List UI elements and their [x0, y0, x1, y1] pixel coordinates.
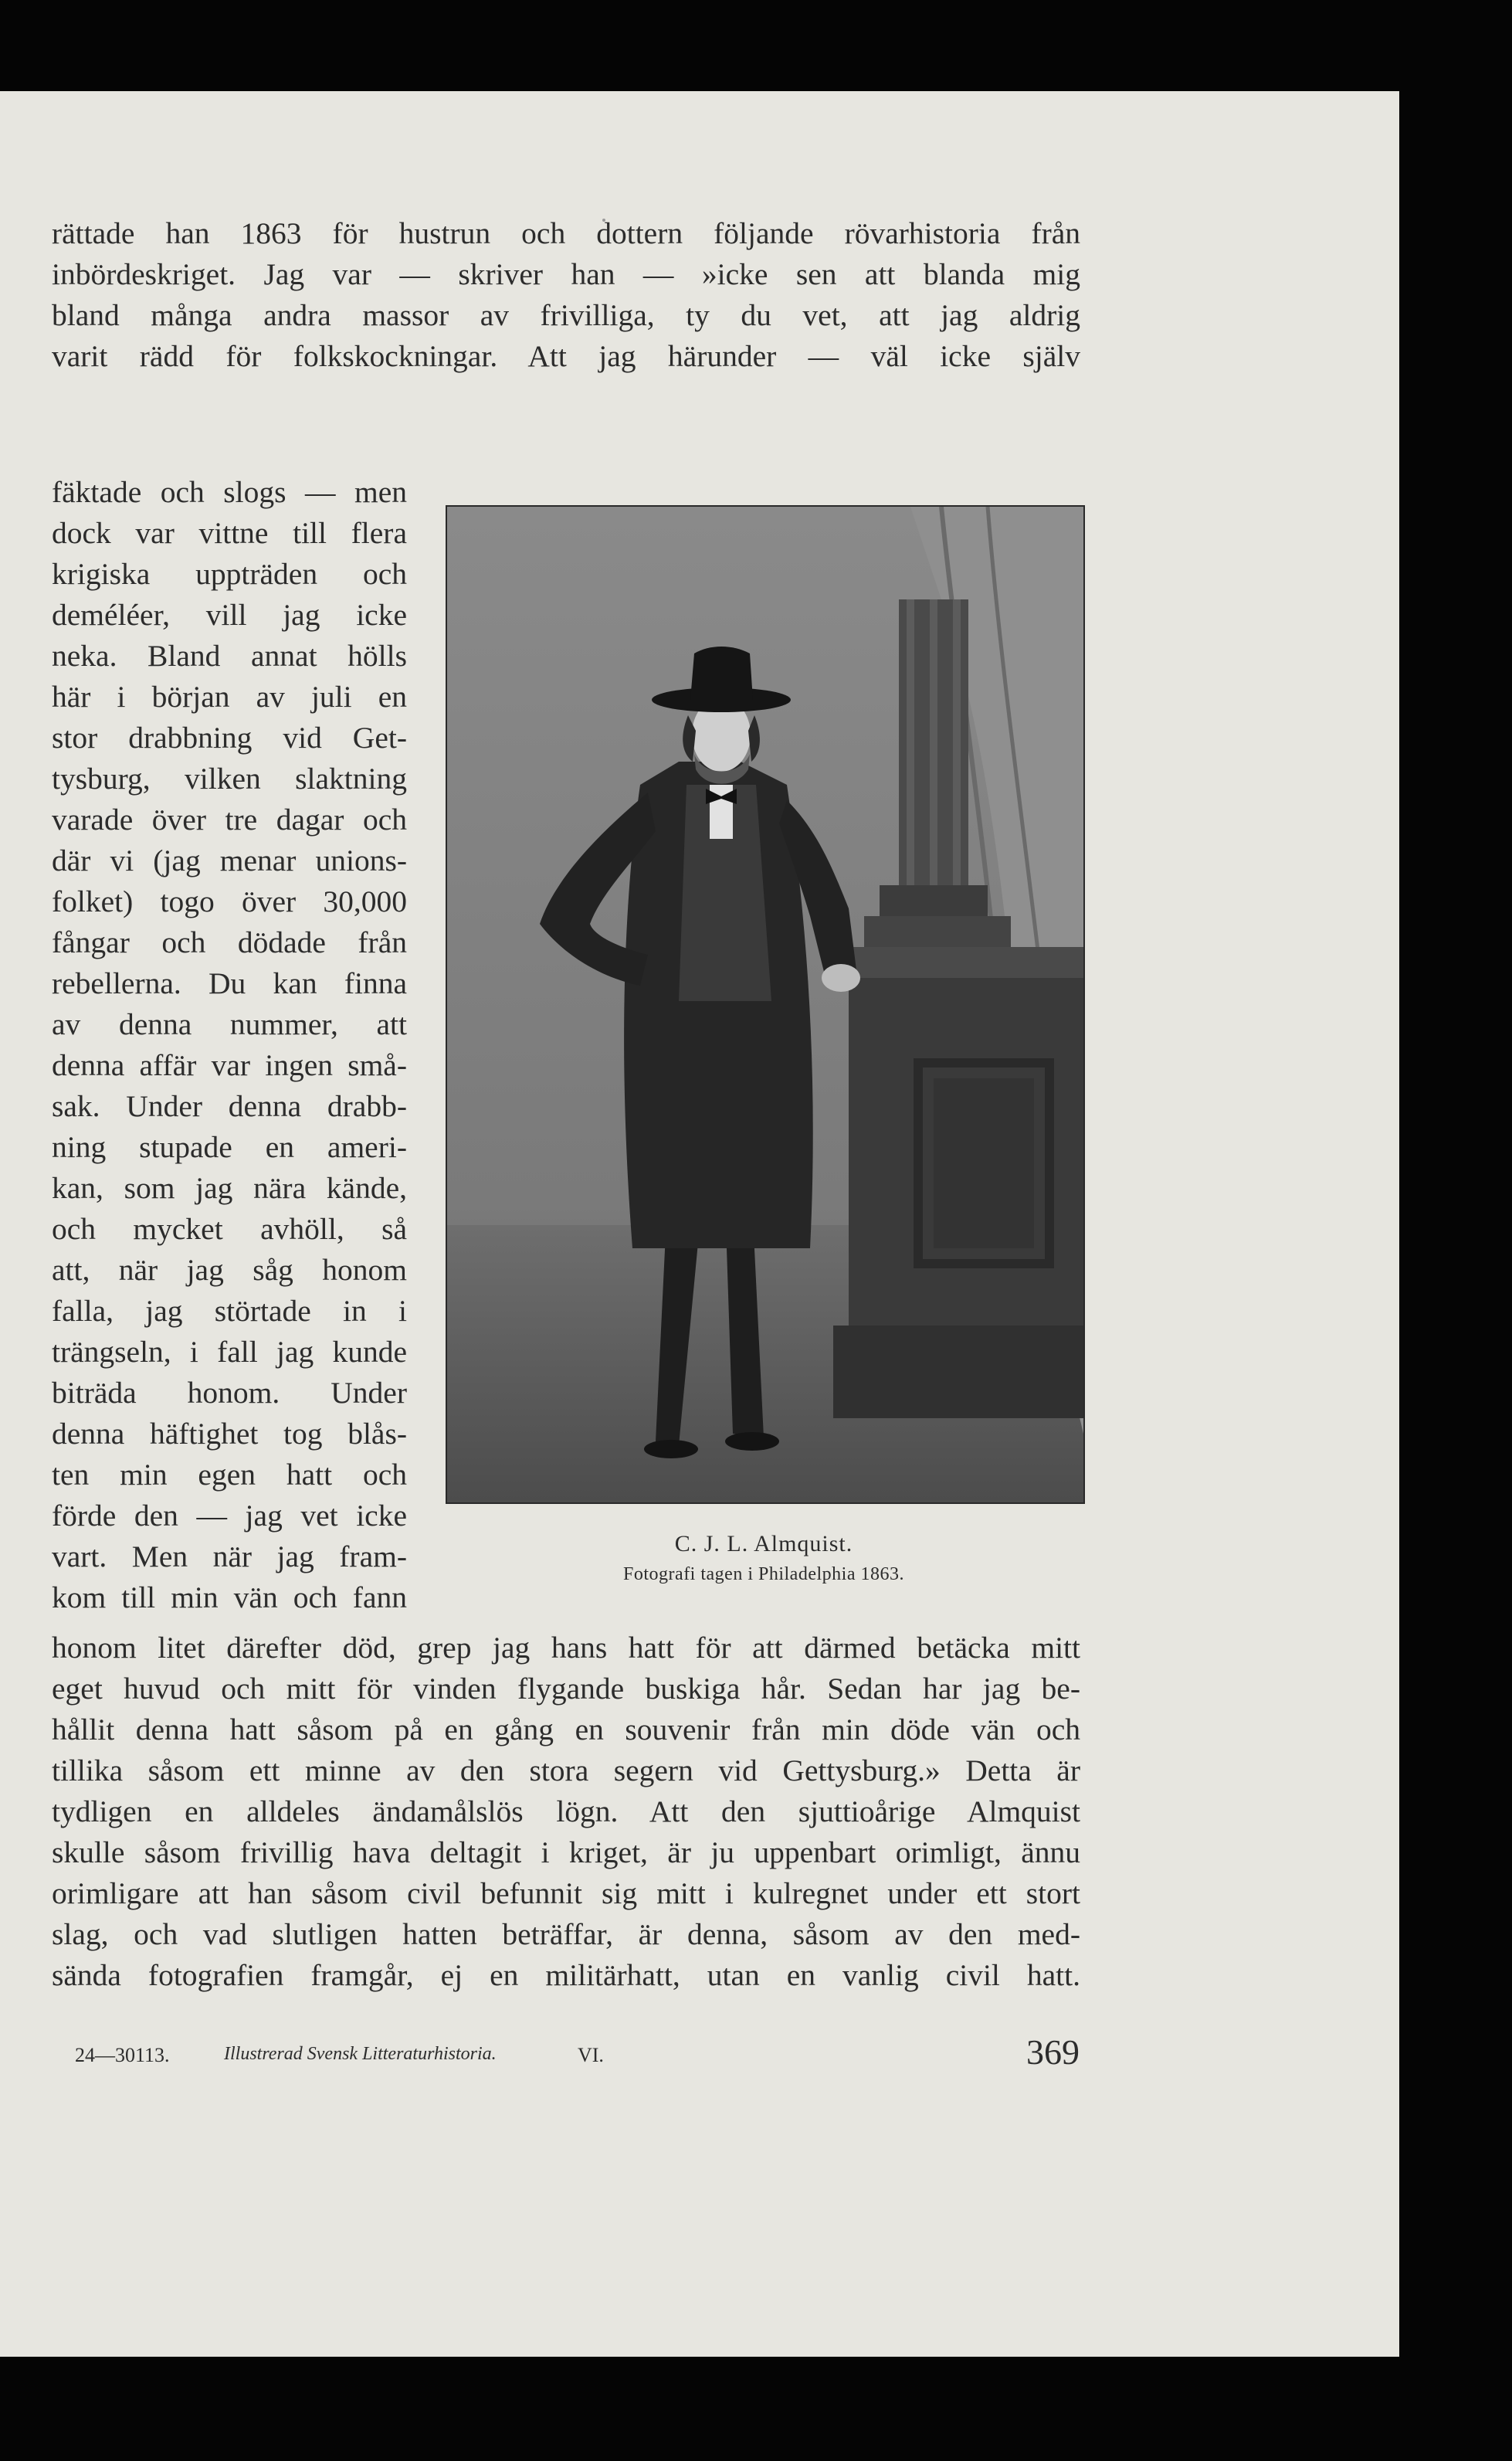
text-line: eget huvud och mitt för vinden flygande buskiga hår. Sedan har jag be- — [52, 1672, 1080, 1706]
text-line: slag, och vad slutligen hatten beträffar, är denna, såsom av den med- — [52, 1917, 1080, 1951]
footer-book-title: Illustrerad Svensk Litteraturhistoria. — [224, 2044, 497, 2064]
body-text-column — [52, 472, 407, 1618]
body-text-top — [52, 213, 1080, 377]
text-line: bland många andra massor av frivilliga, ty du vet, att jag aldrig — [52, 298, 1080, 332]
page-number: 369 — [1026, 2032, 1080, 2072]
text-line: sända fotografien framgår, ej en militärhatt, utan en vanlig civil hatt. — [52, 1958, 1080, 1992]
portrait-photograph — [446, 505, 1085, 1504]
text-line: trängseln, i fall jag kunde — [52, 1335, 407, 1369]
text-line: fångar och dödade från — [52, 925, 407, 959]
footer-signature: 24—30113. — [75, 2044, 170, 2066]
text-line: honom litet därefter död, grep jag hans hatt för att därmed betäcka mitt — [52, 1631, 1080, 1665]
text-line: denna häftighet tog blås- — [52, 1417, 407, 1451]
text-line: krigiska uppträden och — [52, 557, 407, 591]
photo-caption-name: C. J. L. Almquist. — [674, 1531, 853, 1556]
photo-caption-subtitle: Fotografi tagen i Philadelphia 1863. — [623, 1564, 904, 1584]
text-line: rebellerna. Du kan finna — [52, 966, 407, 1000]
text-line: rättade han 1863 för hustrun och dottern följande rövarhistoria från — [52, 216, 1080, 250]
text-line: folket) togo över 30,000 — [52, 884, 407, 918]
text-line: biträda honom. Under — [52, 1376, 407, 1410]
text-line: tillika såsom ett minne av den stora segern vid Gettysburg.» Detta är — [52, 1753, 1080, 1787]
text-line: dock var vittne till flera — [52, 516, 407, 550]
text-line: denna affär var ingen små- — [52, 1048, 407, 1082]
text-line: varit rädd för folkskockningar. Att jag härunder — väl icke själv — [52, 339, 1080, 373]
text-line: där vi (jag menar unions- — [52, 844, 407, 877]
text-line: här i början av juli en — [52, 680, 407, 714]
text-line: neka. Bland annat hölls — [52, 639, 407, 673]
text-line: fäktade och slogs — men — [52, 475, 407, 509]
text-line: av denna nummer, att — [52, 1007, 407, 1041]
text-line: falla, jag störtade in i — [52, 1294, 407, 1328]
text-line: stor drabbning vid Get- — [52, 721, 407, 755]
text-line: förde den — jag vet icke — [52, 1499, 407, 1533]
text-line: tydligen en alldeles ändamålslös lögn. Att den sjuttioårige Almquist — [52, 1794, 1080, 1828]
text-line: kan, som jag nära kände, — [52, 1171, 407, 1205]
text-line: skulle såsom frivillig hava deltagit i kriget, är ju uppenbart orimligt, ännu — [52, 1835, 1080, 1869]
text-line: och mycket avhöll, så — [52, 1212, 407, 1246]
text-line: inbördeskriget. Jag var — skriver han — »icke sen att blanda mig — [52, 257, 1080, 291]
text-line: ning stupade en ameri- — [52, 1130, 407, 1164]
text-line: tysburg, vilken slaktning — [52, 762, 407, 796]
text-line: sak. Under denna drabb- — [52, 1089, 407, 1123]
text-line: varade över tre dagar och — [52, 803, 407, 837]
text-line: deméléer, vill jag icke — [52, 598, 407, 632]
text-line: att, när jag såg honom — [52, 1253, 407, 1287]
footer-volume: VI. — [578, 2044, 604, 2066]
text-line: hållit denna hatt såsom på en gång en souvenir från min döde vän och — [52, 1713, 1080, 1746]
text-line: ten min egen hatt och — [52, 1458, 407, 1492]
text-line: kom till min vän och fann — [52, 1580, 407, 1614]
text-line: orimligare att han såsom civil befunnit sig mitt i kulregnet under ett stort — [52, 1876, 1080, 1910]
text-line: vart. Men när jag fram- — [52, 1539, 407, 1573]
body-text-bottom — [52, 1628, 1080, 1996]
